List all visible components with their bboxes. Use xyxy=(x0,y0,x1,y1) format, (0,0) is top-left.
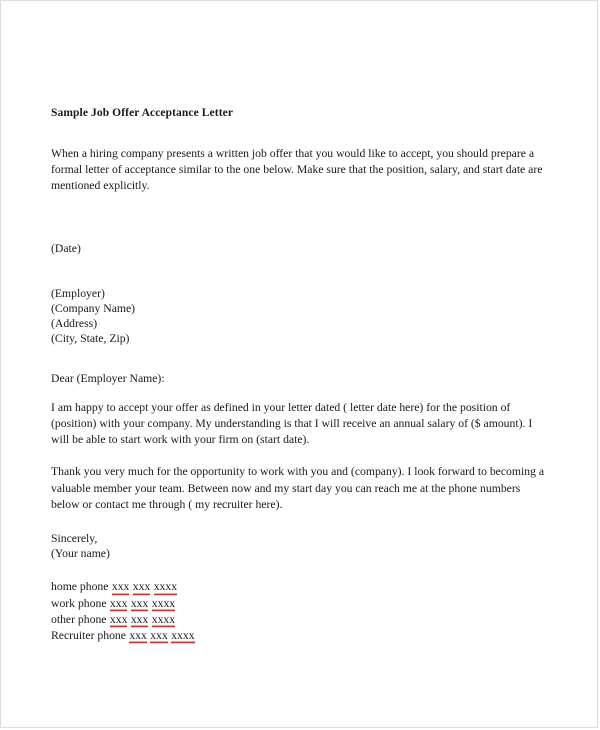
page-title: Sample Job Offer Acceptance Letter xyxy=(51,107,234,119)
spacer xyxy=(51,386,546,400)
phone-placeholder-group: xxx xyxy=(150,628,168,644)
spacer xyxy=(51,448,546,464)
phone-placeholder-group: xxxx xyxy=(152,596,175,612)
recipient-line: (City, State, Zip) xyxy=(51,332,130,346)
phone-label: Recruiter phone xyxy=(51,629,126,643)
phone-placeholder-group: xxx xyxy=(129,628,147,644)
phone-line xyxy=(51,612,546,628)
phone-placeholder-group: xxxx xyxy=(152,612,175,628)
recipient-line: (Employer) xyxy=(51,286,105,300)
phone-placeholder-group: xxxx xyxy=(154,579,177,595)
spacer xyxy=(51,513,546,531)
document-body xyxy=(51,105,546,644)
phone-line xyxy=(51,628,546,644)
body-paragraph-1: I am happy to accept your offer as defined in your letter dated ( letter date here) for the position of (position) with your company. My understanding is that I will receive an annual salary of ($ amount). I will be able to start work with your firm on (start date). xyxy=(51,400,533,447)
salutation: Dear (Employer Name): xyxy=(51,371,165,385)
phone-placeholder-group: xxx xyxy=(110,612,128,628)
closing-line: Sincerely, xyxy=(51,532,98,546)
phone-number-block xyxy=(51,579,546,644)
spacer xyxy=(51,347,546,371)
phone-placeholder-group: xxxx xyxy=(171,628,194,644)
date-line: (Date) xyxy=(51,241,81,255)
signature-line: (Your name) xyxy=(51,547,110,561)
spacer xyxy=(51,195,546,241)
intro-paragraph: When a hiring company presents a written job offer that you would like to accept, you should prepare a formal letter of acceptance similar to the one below. Make sure that the position, salary, and start date are mentioned explicitly. xyxy=(51,147,543,193)
phone-label: home phone xyxy=(51,580,109,594)
phone-label: other phone xyxy=(51,612,107,626)
body-paragraph-2: Thank you very much for the opportunity to work with you and (company). I look forward to becoming a valuable member your team. Between now and my start day you can reach me at the phone numbers below or contact me through ( my recruiter here). xyxy=(51,465,545,511)
recipient-address-block xyxy=(51,286,546,347)
recipient-line: (Company Name) xyxy=(51,302,136,316)
phone-placeholder-group: xxx xyxy=(131,612,149,628)
phone-label: work phone xyxy=(51,596,107,610)
phone-placeholder-group: xxx xyxy=(110,596,128,612)
phone-placeholder-group: xxx xyxy=(131,596,149,612)
spacer xyxy=(51,256,546,286)
spacer xyxy=(51,121,546,146)
phone-line xyxy=(51,579,546,595)
spacer xyxy=(51,561,546,579)
phone-line xyxy=(51,596,546,612)
recipient-line: (Address) xyxy=(51,317,98,331)
phone-placeholder-group: xxx xyxy=(112,579,130,595)
phone-placeholder-group: xxx xyxy=(133,579,151,595)
